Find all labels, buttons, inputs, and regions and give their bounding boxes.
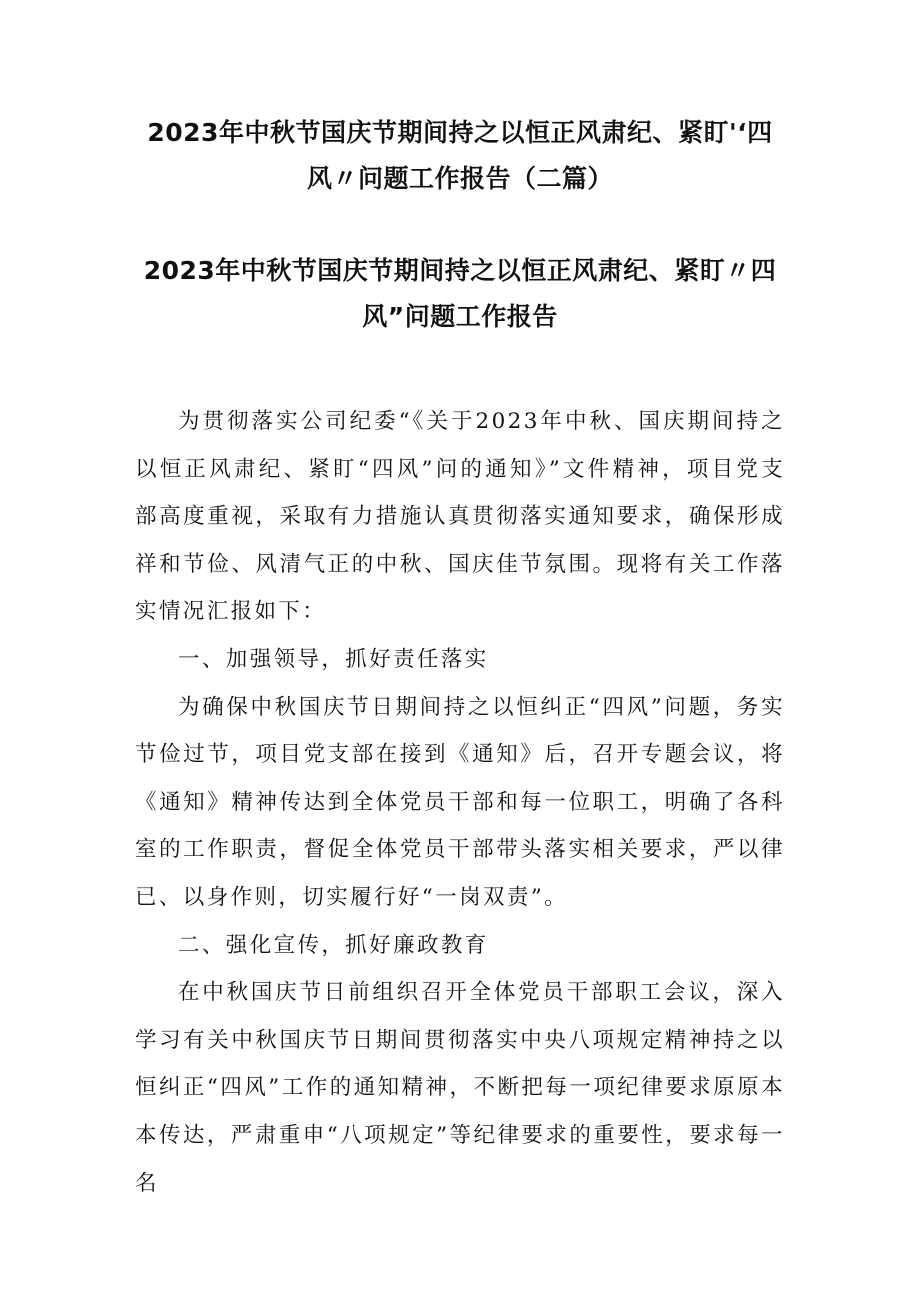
section-title-line-1: 2023年中秋节国庆节期间持之以恒正风肃纪、紧盯〃四 <box>143 256 777 285</box>
section-title-line-2: 风”问题工作报告 <box>362 302 558 331</box>
document-title <box>130 110 790 202</box>
paragraph-publicity: 在中秋国庆节日前组织召开全体党员干部职工会议，深入学习有关中秋国庆节日期间贯彻落实中央八项规定精神持之以恒纠正“四风”工作的通知精神，不断把每一项纪律要求原原本本传达，严肃重申“八项规定”等纪律要求的重要性，要求每一名 <box>135 980 785 1196</box>
paragraph-intro: 为贯彻落实公司纪委“《关于2023年中秋、国庆期间持之以恒正风肃纪、紧盯“四风”问的通知》”文件精神，项目党支部高度重视，采取有力措施认真贯彻落实通知要求，确保形成祥和节俭、风清气正的中秋、国庆佳节氛围。现将有关工作落实情况汇报如下： <box>135 409 785 625</box>
heading-strengthen-leadership: 一、加强领导，抓好责任落实 <box>178 646 489 672</box>
document-body <box>135 398 785 1207</box>
document-title-line-1: 2023年中秋节国庆节期间持之以恒正风肃纪、紧盯'‘四 <box>147 118 773 147</box>
section-title <box>130 248 790 340</box>
paragraph-leadership: 为确保中秋国庆节日期间持之以恒纠正“四风”问题，务实节俭过节，项目党支部在接到《通知》后，召开专题会议，将《通知》精神传达到全体党员干部和每一位职工，明确了各科室的工作职责，督促全体党员干部带头落实相关要求，严以律已、以身作则，切实履行好“一岗双责”。 <box>135 694 785 910</box>
heading-strengthen-publicity: 二、强化宣传，抓好廉政教育 <box>178 932 489 958</box>
document-title-line-2: 风〃问题工作报告（二篇） <box>306 164 613 193</box>
